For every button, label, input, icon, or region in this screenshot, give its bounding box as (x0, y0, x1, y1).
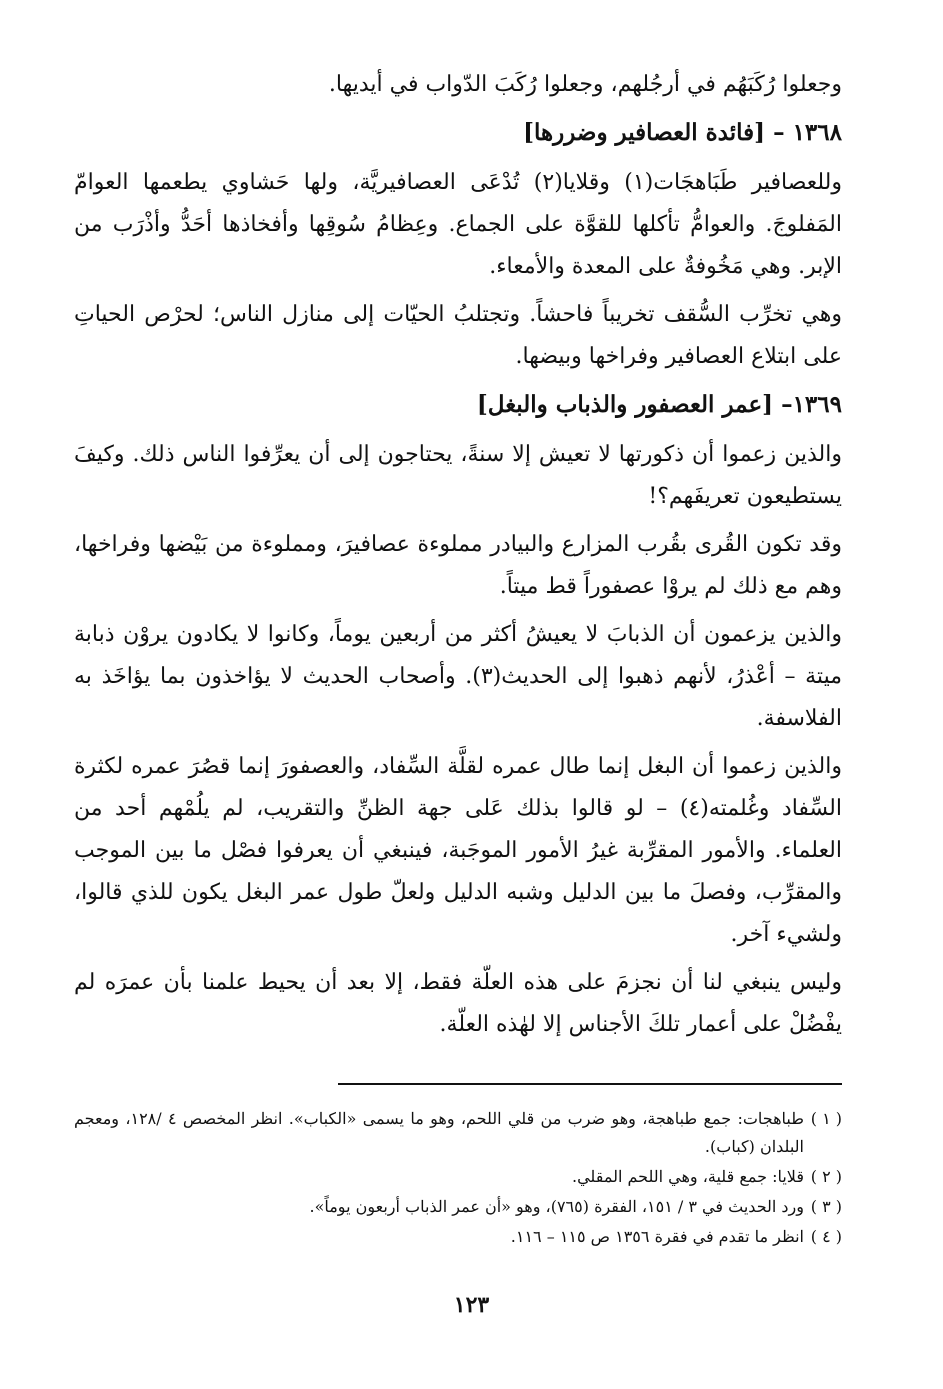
footnote-number: ( ١ ) (810, 1109, 842, 1128)
footnote-number: ( ٣ ) (810, 1197, 842, 1216)
footnote-number: ( ٢ ) (810, 1167, 842, 1186)
paragraph: وقد تكون القُرى بقُرب المزارع والبيادر مملوءة عصافيرَ، ومملوءة من بَيْضها وفراخها، وهم مع ذلك لم يروْا عصفوراً قط ميتاً. (74, 532, 842, 599)
footnote (74, 1105, 842, 1161)
footnote (74, 1223, 842, 1251)
paragraph: والذين يزعمون أن الذبابَ لا يعيشُ أكثر من أربعين يوماً، وكانوا لا يكادون يروْن ذبابة ميتة – أعْذرُ، لأنهم ذهبوا إلى الحديث(٣). وأصحاب الحديث لا يؤاخذون بما يؤاخَذ به الفلاسفة. (74, 622, 842, 731)
footnote-text: انظر ما تقدم في فقرة ١٣٥٦ ص ١١٥ – ١١٦. (510, 1227, 804, 1246)
footnote (74, 1163, 842, 1191)
paragraph: والذين زعموا أن البغل إنما طال عمره لقلَّة السِّفاد، والعصفورَ إنما قصُرَ عمره لكثرة السِّفاد وغُلمته(٤) – لو قالوا بذلك عَلى جهة الظنِّ والتقريب، لم يلُمْهم أحد من العلماء. والأمور المقرِّبة غيرُ الأمور الموجَبة، فينبغي أن يعرفوا فصْل ما بين الموجب والمقرِّب، وفصلَ ما بين الدليل وشبه الدليل ولعلّ طول عمر البغل يكون للذي قالوا، ولشيء آخر. (74, 754, 842, 947)
section-number: ١٣٦٨ – (773, 119, 842, 146)
paragraph: والذين زعموا أن ذكورتها لا تعيش إلا سنةً، يحتاجون إلى أن يعرِّفوا الناس ذلك. وكيفَ يستطيعون تعريفَهم؟! (74, 442, 842, 509)
paragraph: وجعلوا رُكَبَهُم في أرجُلهم، وجعلوا رُكَبَ الدّواب في أيديها. (328, 72, 842, 97)
footnote-number: ( ٤ ) (810, 1227, 842, 1246)
section-title: [فائدة العصافير وضررها] (523, 119, 766, 146)
footnote-text: طباهجات: جمع طباهجة، وهو ضرب من قلي اللحم، وهو ما يسمى «الكباب». انظر المخصص ٤ /١٢٨، ومعجم البلدان (كباب). (74, 1109, 804, 1156)
footnote-separator (338, 1083, 842, 1085)
footnote-text: ورد الحديث في ٣ / ١٥١، الفقرة (٧٦٥)، وهو «أن عمر الذباب أربعون يوماً». (309, 1197, 804, 1216)
paragraph: وللعصافير طَبَاهجَات(١) وقلايا(٢) تُدْعَى العصافيريَّة، ولها حَشاوي يطعمها العوامّ المَفلوجَ. والعوامُّ تأكلها للقوَّة على الجماع. وعِظامُ سُوقِها وأفخاذها أحَدُّ وأذْرَب من الإبر. وهي مَخُوفةٌ على المعدة والأمعاء. (74, 170, 843, 279)
page-number: ١٢٣ (453, 1292, 490, 1318)
section-heading-1369 (74, 384, 842, 426)
footnote-text: قلايا: جمع قلية، وهي اللحم المقلي. (572, 1167, 804, 1186)
section-heading-1368 (74, 112, 842, 154)
paragraph: وليس ينبغي لنا أن نجزمَ على هذه العلّة فقط، إلا بعد أن يحيط علمنا بأن عمرَه لم يفْضُلْ على أعمار تلكَ الأجناس إلا لهٰذه العلّة. (74, 970, 842, 1037)
footnote (74, 1193, 842, 1221)
page-body (74, 64, 842, 1052)
footnotes (74, 1105, 842, 1253)
section-number: ١٣٦٩– (781, 391, 842, 418)
paragraph: وهي تخرِّب السُّقف تخريباً فاحشاً. وتجتلبُ الحيّات إلى منازل الناس؛ لحرْص الحياتِ على ابتلاع العصافير وفراخها وبيضها. (74, 302, 842, 369)
section-title: [عمر العصفور والذباب والبغل] (476, 391, 774, 418)
